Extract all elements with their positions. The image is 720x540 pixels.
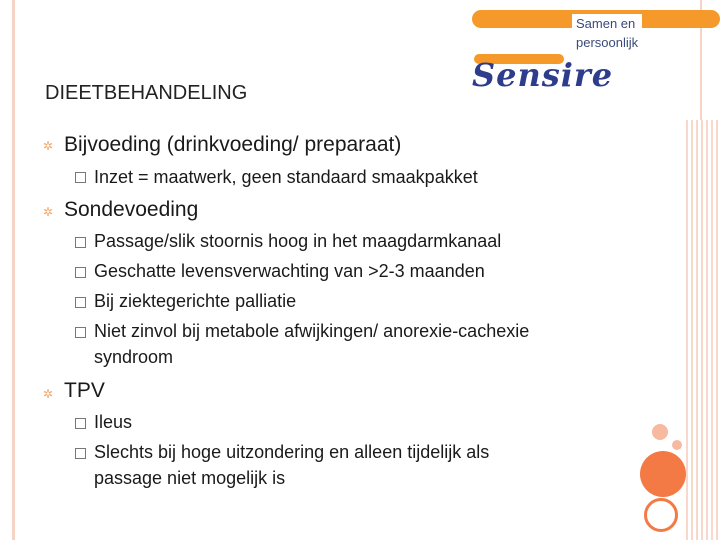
checkbox-bullet-icon (75, 327, 86, 338)
checkbox-bullet-icon (75, 297, 86, 308)
logo-tagline (572, 14, 642, 52)
decor-circle-tiny (672, 440, 682, 450)
sub-bullet-continuation: syndroom (94, 347, 174, 367)
checkbox-bullet-icon (75, 448, 86, 459)
sub-bullet: Slechts bij hoge uitzondering en alleen tijdelijk als (94, 442, 490, 462)
page-title: DIEETBEHANDELING (45, 82, 248, 104)
decor-circle-small (652, 424, 668, 440)
sub-bullet-continuation: passage niet mogelijk is (94, 468, 286, 488)
bullet-marker-icon: ✲ (43, 205, 54, 219)
sub-bullet: Ileus (94, 412, 133, 432)
checkbox-bullet-icon (75, 418, 86, 429)
bullet-tpv: TPV (64, 379, 105, 402)
sub-bullet: Geschatte levensverwachting van >2-3 maanden (94, 261, 485, 281)
sub-bullet: Niet zinvol bij metabole afwijkingen/ anorexie-cachexie (94, 321, 530, 341)
checkbox-bullet-icon (75, 172, 86, 183)
logo-tagline-line1: Samen en (576, 16, 636, 31)
sub-bullet: Inzet = maatwerk, geen standaard smaakpakket (94, 167, 478, 187)
right-decor-stripe (686, 120, 720, 540)
left-decor-line (12, 0, 15, 540)
checkbox-bullet-icon (75, 237, 86, 248)
checkbox-bullet-icon (75, 267, 86, 278)
bullet-sondevoeding: Sondevoeding (64, 198, 199, 221)
sub-bullet: Passage/slik stoornis hoog in het maagdarmkanaal (94, 231, 502, 251)
bullet-marker-icon: ✲ (43, 387, 54, 401)
decor-circle-ring (644, 498, 678, 532)
bullet-marker-icon: ✲ (43, 139, 54, 153)
sub-bullet: Bij ziektegerichte palliatie (94, 291, 297, 311)
logo-tagline-line2: persoonlijk (576, 35, 639, 50)
logo-wordmark: Sensire (472, 56, 614, 94)
decor-circle-large (640, 451, 686, 497)
bullet-bijvoeding: Bijvoeding (drinkvoeding/ preparaat) (64, 133, 402, 156)
sensire-logo (466, 6, 720, 100)
